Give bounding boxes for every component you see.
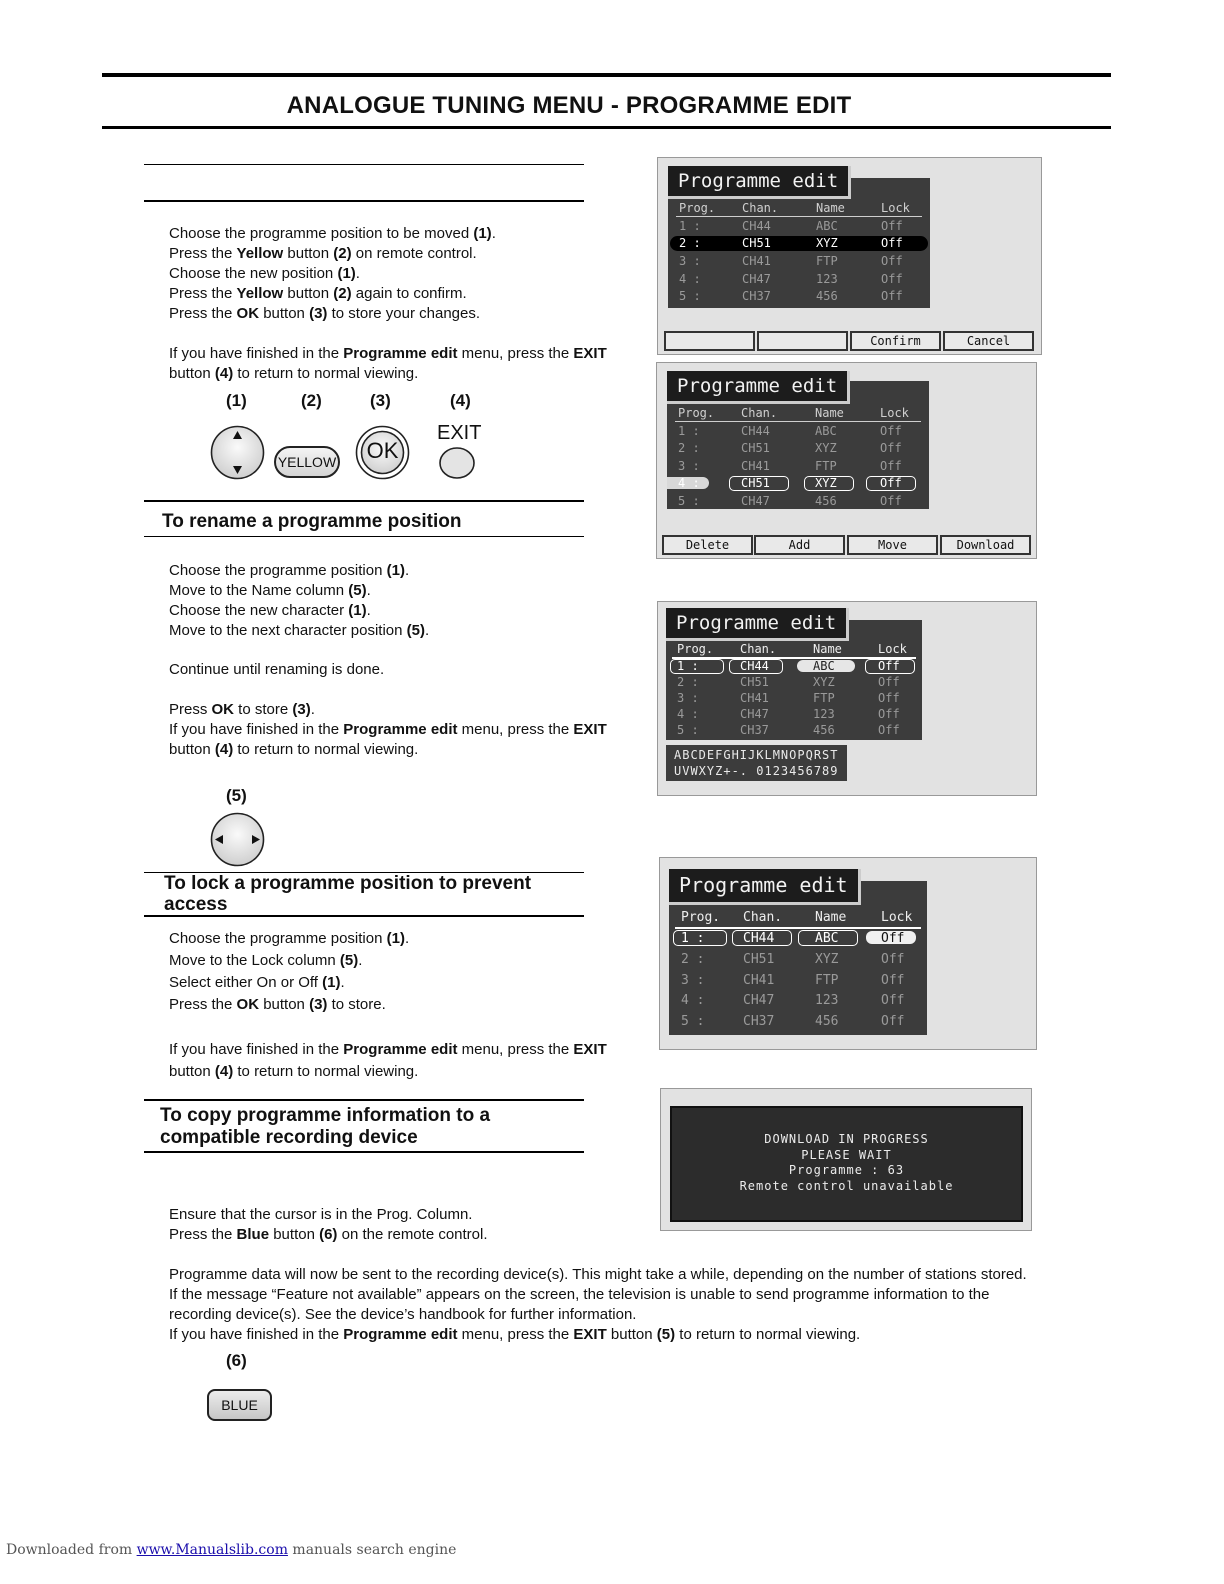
osd-title: Programme edit <box>668 166 851 199</box>
osd-row: 1 : CH44 ABC Off <box>679 219 903 233</box>
move-section-bottom-rule <box>144 200 584 202</box>
copy-heading: To copy programme information to a compatible recording device <box>160 1105 491 1148</box>
osd-row-selected: 4 : CH51 XYZ Off <box>667 475 929 493</box>
label-3: (3) <box>370 391 391 410</box>
osd-row: 3 : CH41 FTP Off <box>677 691 900 705</box>
osd-row: 4 : CH47 123 Off <box>681 993 905 1008</box>
osd-row: 3 : CH41 FTP Off <box>681 973 905 988</box>
osd-screen-lock <box>659 857 1037 1050</box>
copy-paragraph: Programme data will now be sent to the recording device(s). This might take a while, depending on the number of stations stored. If the message “Feature not available” appears on the screen, the television is unable to send programme information to the recording device(s). See the device’s handbook for further information. If you have finished in the Programme edit menu, press the EXIT button (5) to return to normal viewing. <box>169 1266 1027 1343</box>
osd-header-row: Prog. Chan. Name Lock <box>678 406 909 420</box>
osd-title: Programme edit <box>666 608 849 641</box>
osd-header-row: Prog. Chan. Name Lock <box>679 201 910 215</box>
exit-label: EXIT <box>437 422 482 444</box>
osd-row: 3 : CH41 FTP Off <box>678 459 902 473</box>
osd-row: 5 : CH37 456 Off <box>679 289 903 303</box>
move-line-5: Press the OK button (3) to store your changes. <box>169 305 481 322</box>
osd-row: 5 : CH47 456 Off <box>678 494 902 508</box>
osd-button-move: Move <box>847 535 938 555</box>
label-6: (6) <box>226 1351 247 1370</box>
charset-line-1: ABCDEFGHIJKLMNOPQRST <box>674 748 839 762</box>
rename-store: Press OK to store (3). If you have finished in the Programme edit menu, press the EXIT button (4) to return to normal viewing. <box>169 701 607 758</box>
osd-title: Programme edit <box>667 371 850 404</box>
copy-bottom-rule <box>144 1151 584 1153</box>
osd-button-delete: Delete <box>662 535 753 555</box>
move-line-2: Press the Yellow button (2) on remote control. <box>169 245 477 262</box>
osd-button-cancel: Cancel <box>943 331 1034 351</box>
up-down-nav-button-icon <box>209 424 266 481</box>
osd-row: 2 : CH51 XYZ Off <box>681 952 905 967</box>
osd-screen-move-confirm <box>657 157 1042 355</box>
label-2: (2) <box>301 391 322 410</box>
osd-row: 5 : CH37 456 Off <box>681 1014 905 1029</box>
osd-row: 5 : CH37 456 Off <box>677 723 900 737</box>
osd-button-blank-1 <box>664 331 755 351</box>
move-section-top-rule <box>144 164 584 165</box>
footer-suffix: manuals search engine <box>287 1542 457 1558</box>
lock-heading: To lock a programme position to prevent access <box>164 873 532 915</box>
rename-bottom-rule <box>144 536 584 537</box>
top-rule <box>102 73 1111 77</box>
download-line-3: Programme : 63 <box>788 1163 905 1177</box>
osd-header-row: Prog. Chan. Name Lock <box>677 642 907 656</box>
download-line-1: DOWNLOAD IN PROGRESS <box>764 1132 929 1146</box>
move-line-4: Press the Yellow button (2) again to confirm. <box>169 285 467 302</box>
page-title: ANALOGUE TUNING MENU - PROGRAMME EDIT <box>286 92 852 119</box>
copy-top-rule <box>144 1099 584 1101</box>
lock-bottom-rule <box>144 915 584 917</box>
rename-top-rule <box>144 500 584 502</box>
osd-header-line <box>676 216 922 217</box>
title-underline <box>102 126 1111 129</box>
exit-button-icon <box>438 446 476 480</box>
download-line-4: Remote control unavailable <box>739 1178 954 1193</box>
osd-row: 1 : CH44 ABC Off <box>678 424 902 438</box>
osd-row-selected: 2 : CH51 XYZ Off <box>668 235 930 253</box>
move-finish: If you have finished in the Programme edit menu, press the EXIT button (4) to return to normal viewing. <box>169 345 607 382</box>
lock-instructions: Choose the programme position (1). Move to the Lock column (5). Select either On or Off (1). Press the OK button (3) to store. <box>169 930 410 1013</box>
osd-row: 3 : CH41 FTP Off <box>679 254 903 268</box>
copy-instructions: Ensure that the cursor is in the Prog. Column. Press the Blue button (6) on the remote control. <box>169 1206 488 1243</box>
osd-button-confirm: Confirm <box>850 331 941 351</box>
rename-instructions: Choose the programme position (1). Move to the Name column (5). Choose the new character (1). Move to the next character position (5). <box>169 562 430 639</box>
footer <box>6 1542 456 1558</box>
yellow-button-icon <box>274 446 340 478</box>
yellow-button-label: YELLOW <box>277 454 337 470</box>
osd-row-selected: 1 : CH44 ABC Off <box>669 930 927 948</box>
osd-row-selected: 1 : CH44 ABC Off <box>666 658 922 676</box>
osd-header-line <box>675 927 921 929</box>
lock-finish: If you have finished in the Programme edit menu, press the EXIT button (4) to return to normal viewing. <box>169 1041 607 1080</box>
osd-screen-rename <box>657 601 1037 796</box>
download-line-2: PLEASE WAIT <box>801 1147 892 1162</box>
osd-button-add: Add <box>754 535 845 555</box>
osd-row: 4 : CH47 123 Off <box>679 272 903 286</box>
footer-link[interactable]: www.Manualslib.com <box>136 1542 288 1558</box>
blue-button-label: BLUE <box>221 1397 258 1413</box>
charset-line-2: UVWXYZ+-. 0123456789 <box>674 764 839 778</box>
left-right-nav-button-icon <box>209 811 266 868</box>
move-line-1: Choose the programme position to be moved (1). <box>169 225 496 242</box>
osd-row: 4 : CH47 123 Off <box>677 707 900 721</box>
osd-row: 2 : CH51 XYZ Off <box>677 675 900 689</box>
move-instructions <box>169 224 496 324</box>
osd-character-set <box>666 745 847 781</box>
osd-title: Programme edit <box>669 869 861 905</box>
osd-button-download: Download <box>940 535 1031 555</box>
ok-button-label: OK <box>366 438 399 463</box>
download-message-box <box>670 1106 1023 1222</box>
osd-header-row: Prog. Chan. Name Lock <box>681 910 913 925</box>
osd-button-blank-2 <box>757 331 848 351</box>
label-1: (1) <box>226 391 247 410</box>
rename-heading: To rename a programme position <box>162 511 462 532</box>
rename-continue: Continue until renaming is done. <box>169 661 385 678</box>
move-line-3: Choose the new position (1). <box>169 265 360 282</box>
osd-screen-move <box>656 362 1037 559</box>
blue-button-icon <box>207 1389 272 1421</box>
osd-header-line <box>675 421 921 422</box>
osd-screen-download <box>660 1088 1032 1231</box>
footer-prefix: Downloaded from <box>6 1542 137 1558</box>
osd-row: 2 : CH51 XYZ Off <box>678 441 902 455</box>
label-5: (5) <box>226 786 247 805</box>
label-4: (4) <box>450 391 471 410</box>
